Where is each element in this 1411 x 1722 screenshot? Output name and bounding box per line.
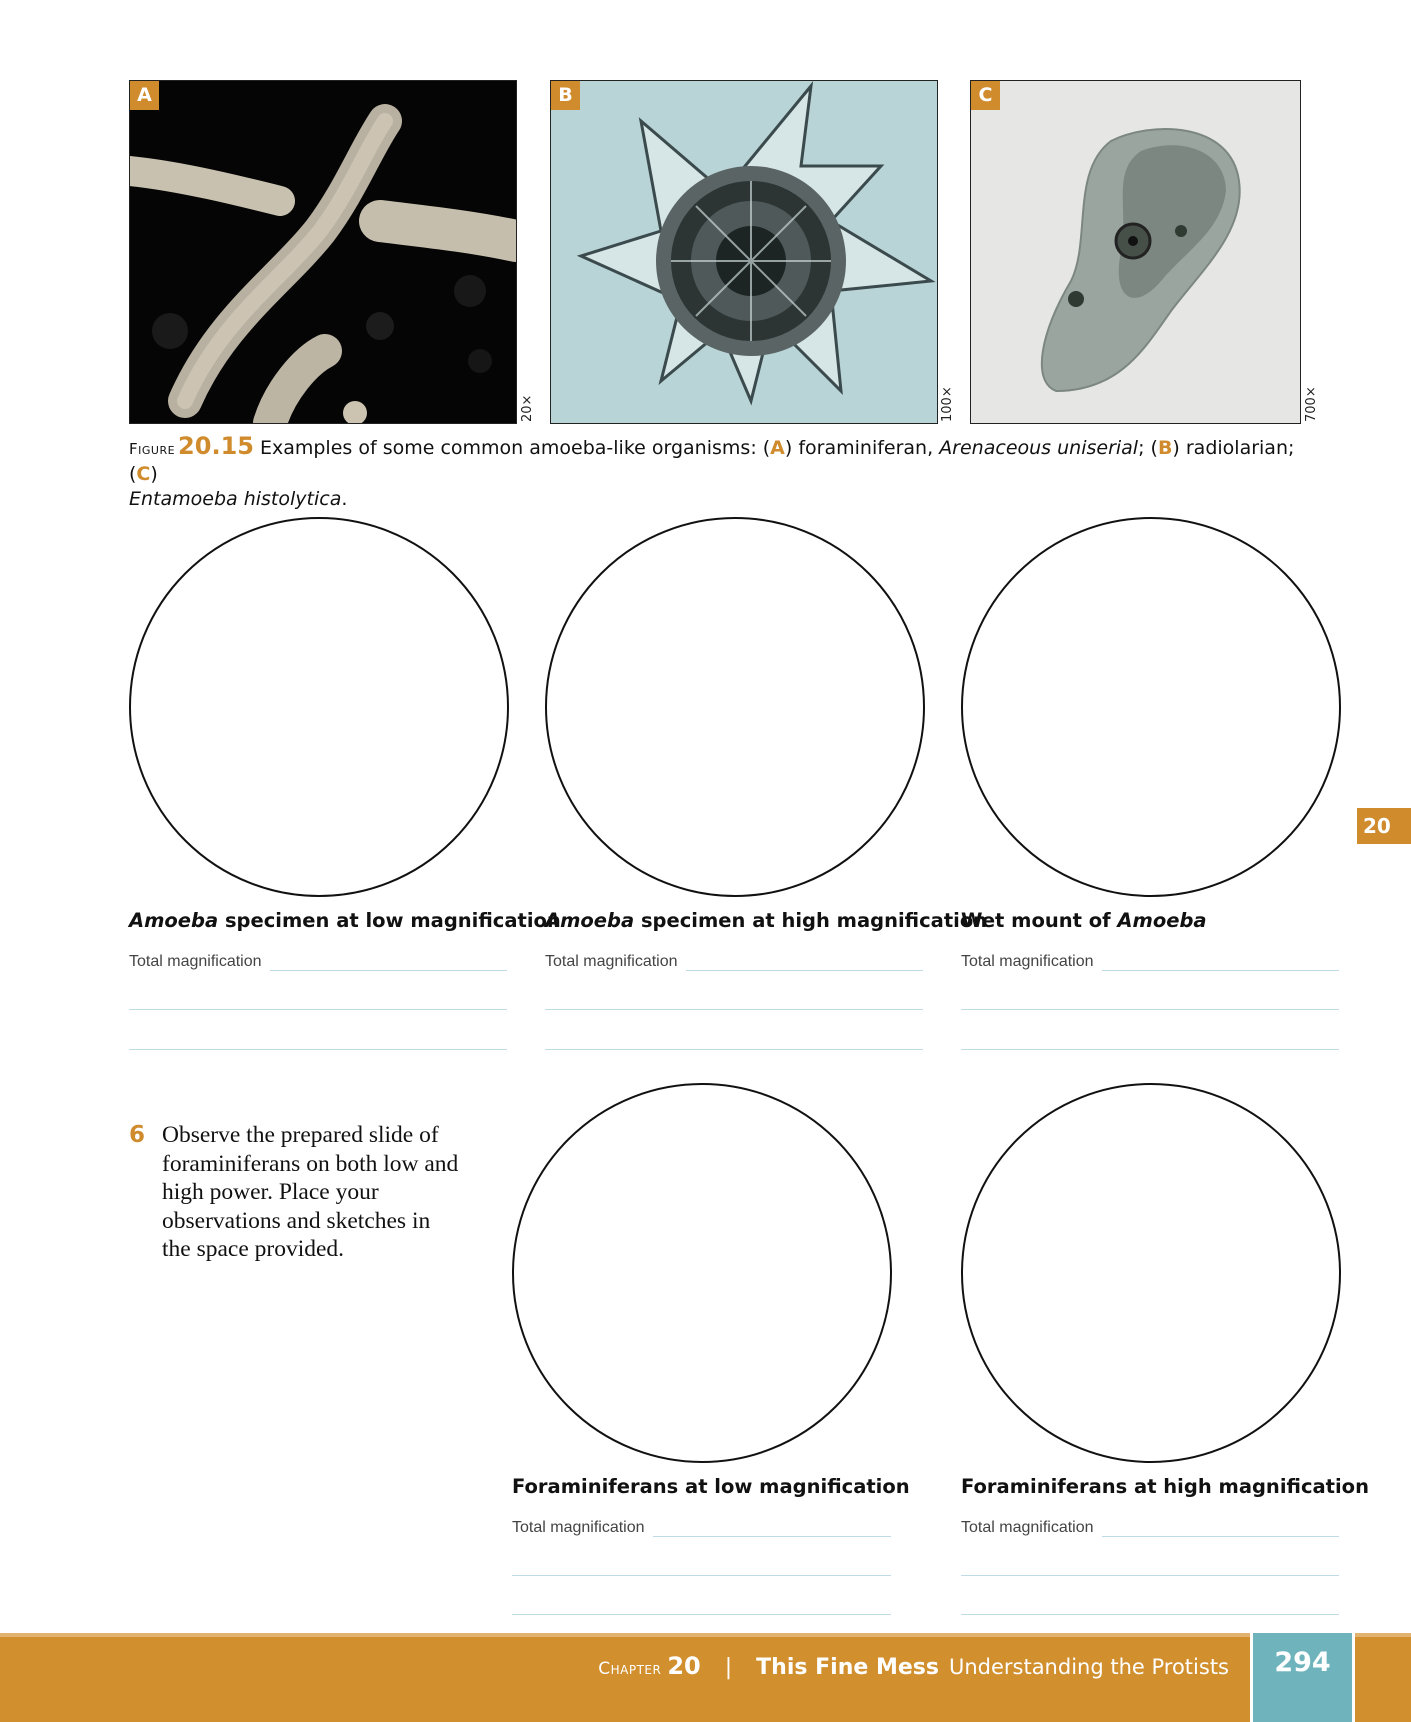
magnification-label-b: 100× <box>940 386 955 422</box>
total-magnification-label: Total magnification <box>961 953 1094 970</box>
caption-close-c: ) <box>150 463 158 485</box>
notes-line[interactable] <box>961 1575 1339 1576</box>
step-instructions: Observe the prepared slide of foraminiferans on both low and high power. Place your observations and sketches in the space provided. <box>162 1122 459 1262</box>
magnification-answer-line[interactable] <box>270 970 507 971</box>
title-italic: Amoeba <box>1117 909 1207 932</box>
figure-caption <box>129 434 1309 512</box>
notes-line[interactable] <box>545 1009 923 1010</box>
sketch-title-amoeba-high <box>545 909 987 932</box>
book-subtitle: Understanding the Protists <box>948 1655 1229 1679</box>
magnification-label-c: 700× <box>1304 386 1319 422</box>
notes-line[interactable] <box>961 1614 1339 1615</box>
sketch-title-amoeba-low <box>129 909 561 932</box>
caption-intro: Examples of some common amoeba-like organisms: ( <box>259 437 771 459</box>
caption-letter-a: A <box>770 437 785 459</box>
total-magnification-label: Total magnification <box>961 1519 1094 1536</box>
magnification-answer-line[interactable] <box>653 1536 891 1537</box>
caption-text-b: ) radiolarian; ( <box>129 437 1295 485</box>
notes-line[interactable] <box>961 1009 1339 1010</box>
figure-number: 20.15 <box>178 432 254 460</box>
footer-running-head <box>598 1652 1229 1680</box>
chapter-number: 20 <box>667 1652 701 1680</box>
sketch-circle-foram-low[interactable] <box>512 1083 892 1463</box>
notes-line[interactable] <box>512 1614 891 1615</box>
panel-tag-b: B <box>551 81 580 110</box>
photo-panel-a <box>129 80 517 424</box>
title-prefix: Wet mount of <box>961 909 1118 932</box>
photo-panel-b <box>550 80 938 424</box>
page-number: 294 <box>1250 1633 1355 1722</box>
title-rest: specimen at low magnification <box>218 909 561 932</box>
total-magnification-label: Total magnification <box>545 953 678 970</box>
notes-line[interactable] <box>129 1049 507 1050</box>
notes-line[interactable] <box>129 1009 507 1010</box>
sketch-circle-foram-high[interactable] <box>961 1083 1341 1463</box>
caption-letter-b: B <box>1157 437 1173 459</box>
figure-word: Figure <box>129 440 176 458</box>
notes-line[interactable] <box>512 1575 891 1576</box>
magnification-answer-line[interactable] <box>1102 1536 1339 1537</box>
panel-tag-c: C <box>971 81 1000 110</box>
sketch-circle-amoeba-low[interactable] <box>129 517 509 897</box>
title-rest: specimen at high magnification <box>634 909 988 932</box>
caption-open-b: ; ( <box>1138 437 1158 459</box>
caption-letter-c: C <box>136 463 151 485</box>
page-footer <box>0 1633 1411 1722</box>
total-magnification-label: Total magnification <box>512 1519 645 1536</box>
title-italic: Amoeba <box>545 909 635 932</box>
sketch-title-foram-high: Foraminiferans at high magnification <box>961 1475 1369 1498</box>
caption-species-a: Arenaceous uniserial <box>939 437 1139 459</box>
radiolarian-image <box>551 81 937 423</box>
panel-tag-a: A <box>130 81 159 110</box>
title-italic: Amoeba <box>129 909 219 932</box>
sketch-circle-amoeba-high[interactable] <box>545 517 925 897</box>
book-title: This Fine Mess <box>756 1655 939 1680</box>
step-number: 6 <box>129 1122 146 1148</box>
caption-end: . <box>341 488 348 510</box>
caption-species-c: Entamoeba histolytica <box>129 488 342 510</box>
foraminiferan-image <box>130 81 516 423</box>
footer-separator: | <box>724 1655 733 1680</box>
notes-line[interactable] <box>545 1049 923 1050</box>
caption-text-a: ) foraminiferan, <box>784 437 940 459</box>
chapter-word: Chapter <box>598 1659 662 1679</box>
sketch-title-foram-low: Foraminiferans at low magnification <box>512 1475 910 1498</box>
sketch-title-amoeba-wet <box>961 909 1207 932</box>
magnification-label-a: 20× <box>520 394 535 422</box>
photo-panel-c <box>970 80 1301 424</box>
sketch-circle-amoeba-wet[interactable] <box>961 517 1341 897</box>
total-magnification-label: Total magnification <box>129 953 262 970</box>
magnification-answer-line[interactable] <box>1102 970 1339 971</box>
entamoeba-image <box>971 81 1300 423</box>
chapter-side-tab: 20 <box>1357 808 1411 844</box>
magnification-answer-line[interactable] <box>686 970 923 971</box>
notes-line[interactable] <box>961 1049 1339 1050</box>
